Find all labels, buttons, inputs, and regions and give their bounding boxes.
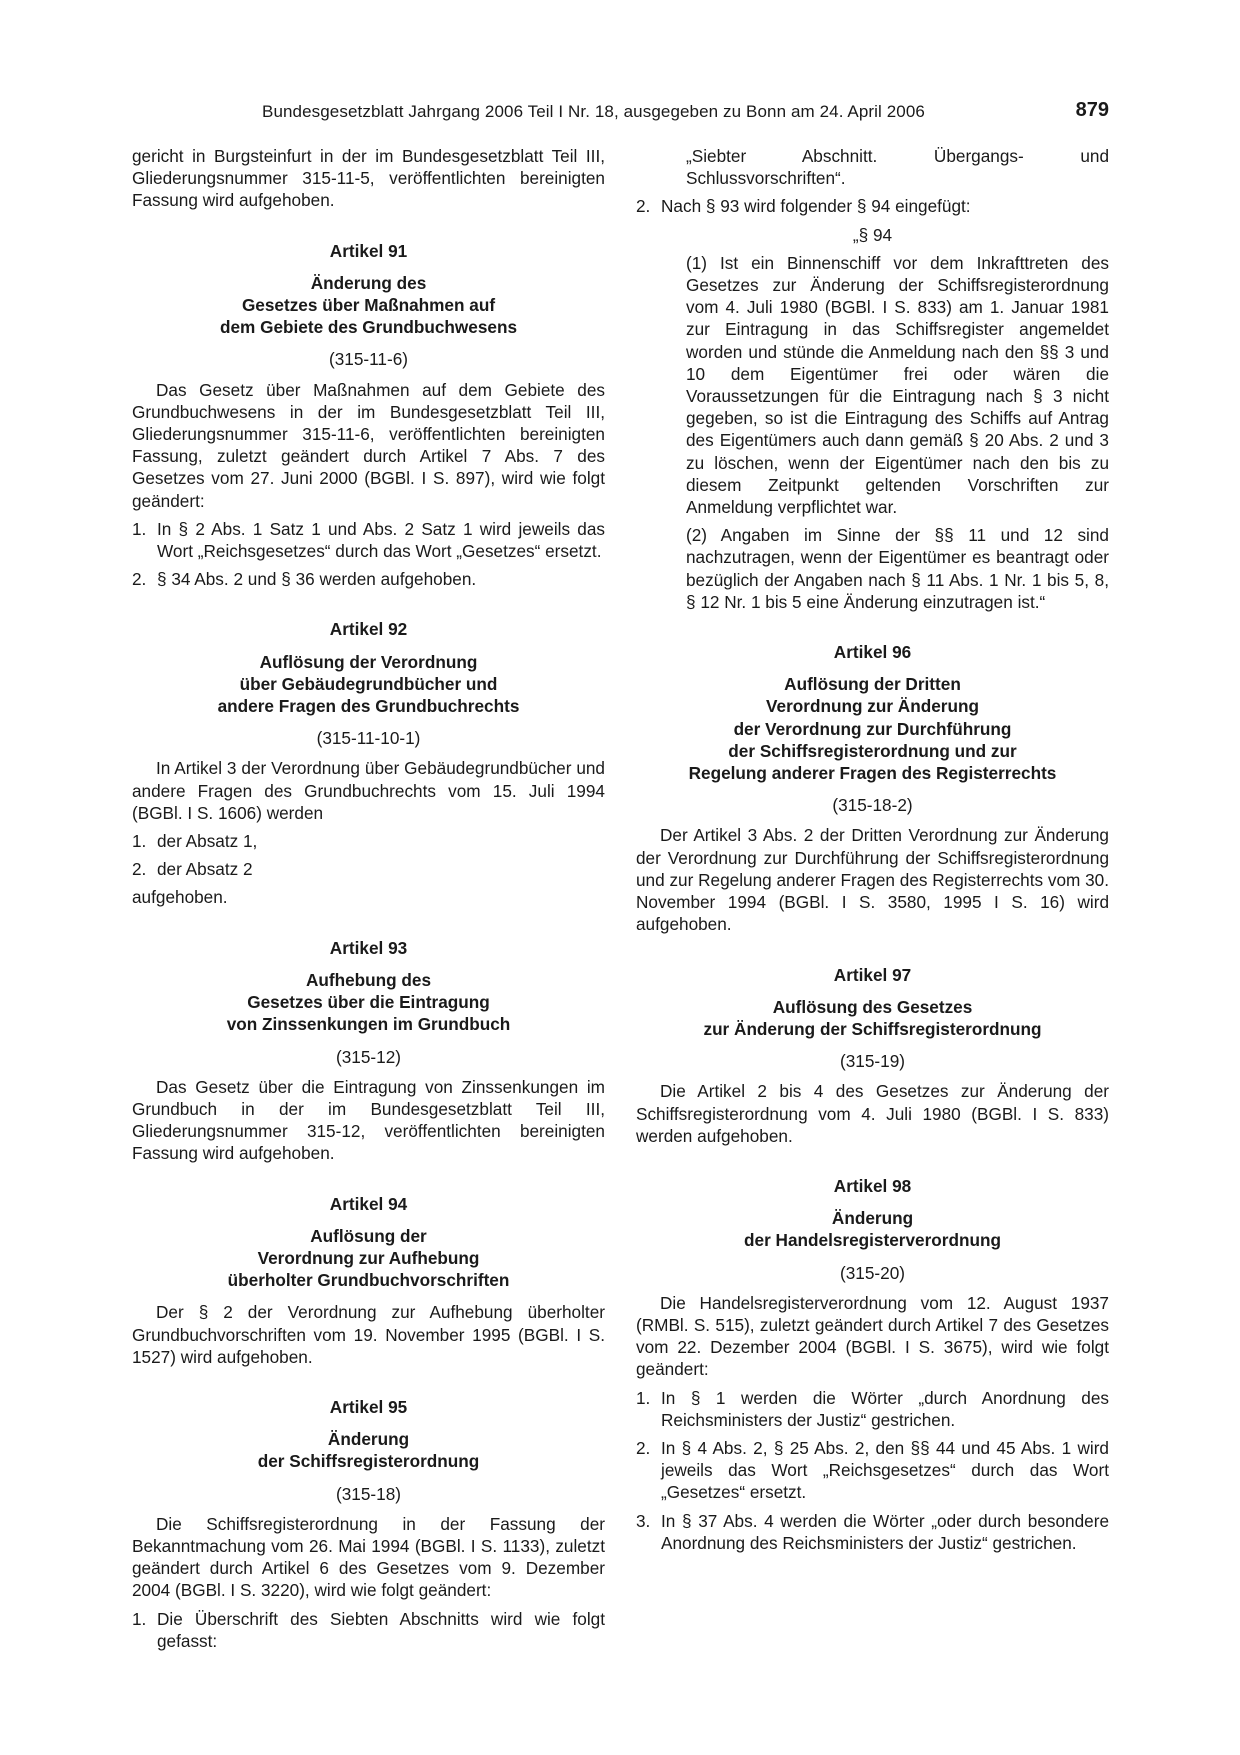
article-title-line: von Zinssenkungen im Grundbuch: [226, 1014, 511, 1035]
article-title: [132, 651, 605, 718]
article-title-line: der Handelsregisterverordnung: [744, 1230, 1001, 1251]
paragraph: Der Artikel 3 Abs. 2 der Dritten Verordnung zur Änderung der Verordnung zur Durchführung der Schiffsregisterordnung und zur Regelung anderer Fragen des Registerrechts vom 30. November 1994 (BGBl. I S. 3580, 1995 I S. 16) wird aufgehoben.: [636, 825, 1109, 935]
article-title-line: andere Fragen des Grundbuchrechts: [217, 696, 520, 717]
article-fna-number: (315-20): [840, 1262, 905, 1283]
list-item-number: 2.: [132, 859, 147, 880]
article-fna-number: (315-19): [840, 1051, 905, 1072]
list-item-text: § 34 Abs. 2 und § 36 werden aufgehoben.: [157, 569, 477, 590]
list-item: [132, 518, 605, 562]
list-item-number: 2.: [132, 569, 147, 590]
list-item-text: In § 4 Abs. 2, § 25 Abs. 2, den §§ 44 und 45 Abs. 1 wird jeweils das Wort „Reichsgesetzes“ durch das Wort „Gesetzes“ ersetzt.: [661, 1437, 1109, 1503]
article-number: Artikel 96: [833, 642, 912, 663]
paragraph: „Siebter Abschnitt. Übergangs- und Schlussvorschriften“.: [686, 146, 1109, 189]
article-number: Artikel 95: [329, 1396, 408, 1417]
list-item-text: der Absatz 1,: [157, 831, 258, 852]
paragraph: Die Artikel 2 bis 4 des Gesetzes zur Änderung der Schiffsregisterordnung vom 4. Juli 1980 (BGBl. I S. 833) werden aufgehoben.: [636, 1081, 1109, 1146]
article-number: Artikel 92: [329, 619, 408, 640]
article-title-line: Auflösung des Gesetzes: [772, 996, 973, 1017]
list-item-text: Die Überschrift des Siebten Abschnitts wird wie folgt gefasst:: [157, 1608, 605, 1651]
list-item-number: 1.: [132, 831, 147, 852]
right-column: [636, 145, 1109, 1560]
article-title-line: der Schiffsregisterordnung: [257, 1451, 480, 1472]
article-title: [132, 1428, 605, 1472]
article-number: Artikel 98: [833, 1175, 912, 1196]
paragraph: In Artikel 3 der Verordnung über Gebäudegrundbücher und andere Fragen des Grundbuchrechts vom 15. Juli 1994 (BGBl. I S. 1606) werden: [132, 758, 605, 823]
article-title-line: Änderung des: [310, 272, 427, 293]
article-title-line: Regelung anderer Fragen des Registerrechts: [688, 763, 1057, 784]
list-item: [132, 858, 605, 880]
list-item-text: In § 1 werden die Wörter „durch Anordnung des Reichsministers der Justiz“ gestrichen.: [661, 1387, 1109, 1430]
paragraph: (2) Angaben im Sinne der §§ 11 und 12 sind nachzutragen, wenn der Eigentümer es beantragt oder bezüglich der Angaben nach § 11 Abs. 1 Nr. 1 bis 5, 8, § 12 Nr. 1 bis 5 eine Änderung einzutragen ist.“: [686, 525, 1109, 612]
article-title-line: der Verordnung zur Durchführung: [733, 718, 1012, 739]
article-title-line: Gesetzes über die Eintragung: [247, 992, 490, 1013]
page-number: 879: [1075, 99, 1109, 121]
article-title-line: Auflösung der Verordnung: [259, 651, 478, 672]
paragraph: (1) Ist ein Binnenschiff vor dem Inkrafttreten des Gesetzes zur Änderung der Schiffsregisterordnung vom 4. Juli 1980 (BGBl. I S. 833) am 1. Januar 1981 zur Eintragung in das Schiffsregister angemeldet worden und stünde die Anmeldung nach den §§ 3 und 10 dem Eigentümer frei oder wären die Voraussetzungen für die Eintragung nach § 3 nicht gegeben, so ist die Eintragung des Schiffs auf Antrag des Eigentümers auch dann gemäß § 20 Abs. 2 und 3 zu löschen, wenn der Eigentümer nach den bis zu diesem Zeitpunkt geltenden Vorschriften zur Anmeldung verpflichtet war.: [686, 252, 1109, 518]
list-item: [132, 568, 605, 590]
article-title-line: Auflösung der: [310, 1225, 427, 1246]
left-column: [132, 145, 605, 1658]
article-title: [636, 996, 1109, 1040]
article-title-line: überholter Grundbuchvorschriften: [227, 1270, 510, 1291]
list-item: [636, 1437, 1109, 1504]
paragraph: Die Schiffsregisterordnung in der Fassung der Bekanntmachung vom 26. Mai 1994 (BGBl. I S. 1133), zuletzt geändert durch Artikel 6 des Gesetzes vom 9. Dezember 2004 (BGBl. I S. 3220), wird wie folgt geändert:: [132, 1513, 605, 1601]
article-title-line: Verordnung zur Aufhebung: [257, 1247, 480, 1268]
list-item-text: Nach § 93 wird folgender § 94 eingefügt:: [661, 196, 971, 217]
article-title: [636, 1207, 1109, 1251]
article-title-line: Verordnung zur Änderung: [766, 696, 979, 717]
list-item-number: 1.: [132, 1608, 147, 1629]
article-fna-number: (315-11-6): [329, 349, 408, 370]
article-title: [636, 673, 1109, 784]
list-item-number: 1.: [132, 518, 147, 539]
article-title-line: zur Änderung der Schiffsregisterordnung: [703, 1018, 1042, 1039]
list-item: [132, 1608, 605, 1652]
article-title: [132, 1225, 605, 1292]
list-item-text: In § 2 Abs. 1 Satz 1 und Abs. 2 Satz 1 wird jeweils das Wort „Reichsgesetzes“ durch das Wort „Gesetzes“ ersetzt.: [157, 518, 605, 562]
paragraph: „§ 94: [852, 224, 893, 245]
list-item: [132, 830, 605, 852]
article-title-line: Änderung: [831, 1208, 914, 1229]
list-item-text: In § 37 Abs. 4 werden die Wörter „oder durch besondere Anordnung des Reichsministers der Justiz“ gestrichen.: [661, 1510, 1109, 1553]
paragraph: Der § 2 der Verordnung zur Aufhebung überholter Grundbuchvorschriften vom 19. November 1995 (BGBl. I S. 1527) wird aufgehoben.: [132, 1302, 605, 1367]
list-item-number: 3.: [636, 1510, 651, 1531]
article-title-line: Änderung: [327, 1429, 410, 1450]
list-item: [636, 1510, 1109, 1554]
running-header: Bundesgesetzblatt Jahrgang 2006 Teil I Nr. 18, ausgegeben zu Bonn am 24. April 2006: [262, 102, 925, 121]
paragraph: Das Gesetz über Maßnahmen auf dem Gebiete des Grundbuchwesens in der im Bundesgesetzblatt Teil III, Gliederungsnummer 315-11-6, veröffentlichten bereinigten Fassung, zuletzt geändert durch Artikel 7 Abs. 7 des Gesetzes vom 27. Juni 2000 (BGBl. I S. 897), wird wie folgt geändert:: [132, 379, 605, 511]
article-title: [132, 272, 605, 339]
article-fna-number: (315-18-2): [832, 795, 913, 816]
list-item: [636, 1387, 1109, 1431]
article-fna-number: (315-18): [336, 1483, 401, 1504]
article-fna-number: (315-11-10-1): [316, 728, 421, 749]
article-fna-number: (315-12): [336, 1046, 401, 1067]
article-number: Artikel 93: [329, 937, 408, 958]
article-title-line: Aufhebung des: [305, 969, 432, 990]
article-number: Artikel 97: [833, 964, 912, 985]
article-title-line: Auflösung der Dritten: [784, 674, 961, 695]
article-title-line: der Schiffsregisterordnung und zur: [728, 740, 1017, 761]
list-item-number: 2.: [636, 1437, 651, 1458]
paragraph: Das Gesetz über die Eintragung von Zinssenkungen im Grundbuch in der im Bundesgesetzblatt Teil III, Gliederungsnummer 315-12, veröffentlichten bereinigten Fassung wird aufgehoben.: [132, 1076, 605, 1164]
article-number: Artikel 91: [329, 240, 408, 261]
list-item: [636, 195, 1109, 217]
article-number: Artikel 94: [329, 1193, 408, 1214]
article-title-line: dem Gebiete des Grundbuchwesens: [219, 317, 518, 338]
list-item-number: 1.: [636, 1387, 651, 1408]
paragraph: aufgehoben.: [132, 887, 228, 908]
list-item-number: 2.: [636, 196, 651, 217]
list-item-text: der Absatz 2: [157, 859, 253, 880]
article-title-line: Gesetzes über Maßnahmen auf: [241, 295, 496, 316]
article-title-line: über Gebäudegrundbücher und: [239, 673, 498, 694]
paragraph: Die Handelsregisterverordnung vom 12. August 1937 (RMBl. S. 515), zuletzt geändert durch Artikel 7 des Gesetzes vom 22. Dezember 2004 (BGBl. I S. 3675), wird wie folgt geändert:: [636, 1292, 1109, 1380]
article-title: [132, 969, 605, 1036]
paragraph: gericht in Burgsteinfurt in der im Bundesgesetzblatt Teil III, Gliederungsnummer 315-11-5, veröffentlichten bereinigten Fassung wird aufgehoben.: [132, 146, 605, 211]
